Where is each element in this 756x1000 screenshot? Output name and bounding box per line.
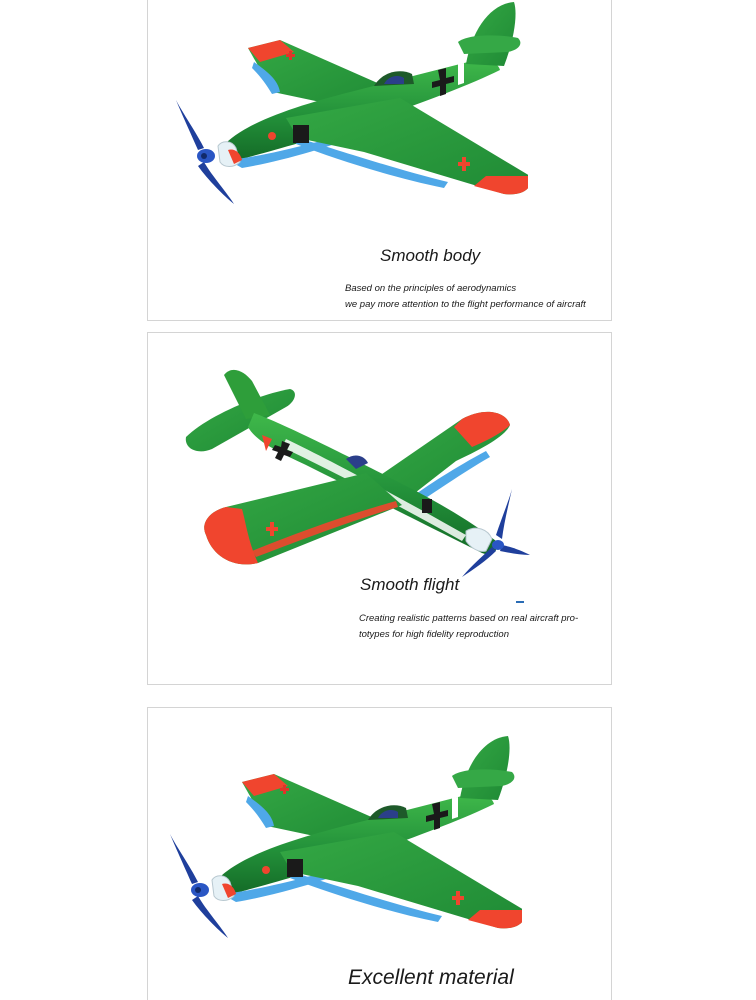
panel-description: Creating realistic patterns based on real aircraft pro-totypes for high fidelity reproduction	[359, 613, 579, 640]
foam-plane-image	[166, 355, 536, 585]
foam-plane-image	[168, 0, 528, 210]
feature-panel-excellent-material	[147, 707, 612, 1000]
panel-description	[345, 281, 607, 313]
panel-title: Smooth body	[380, 246, 481, 265]
description-line: we pay more attention to the flight performance of aircraft	[345, 299, 586, 310]
foam-plane-image	[162, 734, 522, 944]
panel-title: Excellent material	[348, 966, 514, 989]
panel-title: Smooth flight	[360, 575, 460, 594]
feature-panel-smooth-flight	[147, 332, 612, 685]
description-line: Based on the principles of aerodynamics	[345, 283, 517, 294]
feature-panel-smooth-body	[147, 0, 612, 321]
decorative-dash	[516, 601, 524, 603]
